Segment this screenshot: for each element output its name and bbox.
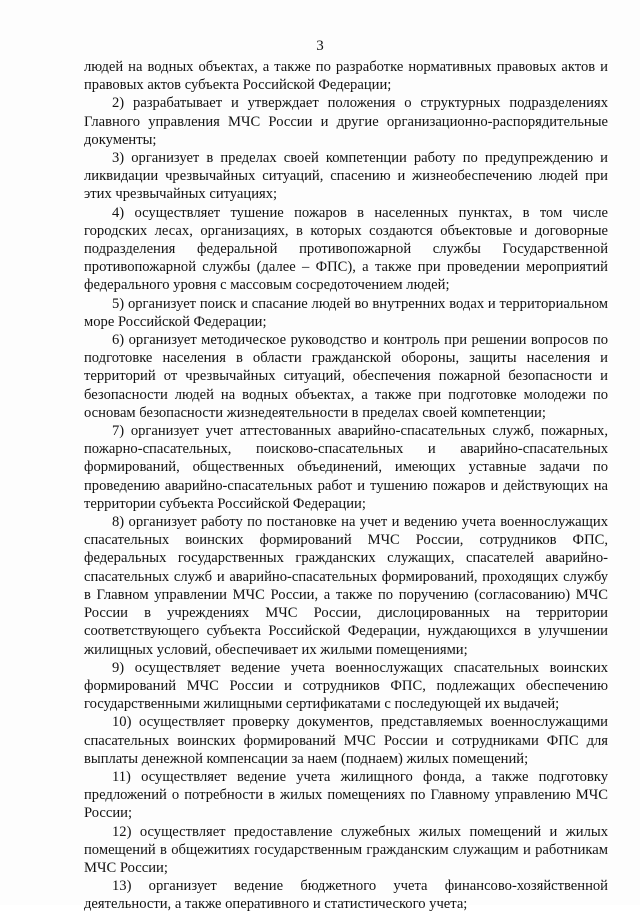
paragraph-item-7: 7) организует учет аттестованных аварийно-спасательных служб, пожарных, пожарно-спасательных, поисково-спасательных и аварийно-спасательных формирований, общественных объединений, имеющих уставные задачи по проведению аварийно-спасательных работ и тушению пожаров и действующих на территории субъекта Российской Федерации; — [84, 423, 608, 512]
paragraph-item-2: 2) разрабатывает и утверждает положения о структурных подразделениях Главного управления МЧС России и другие организационно-распорядительные документы; — [84, 95, 608, 148]
paragraph-item-5: 5) организует поиск и спасание людей во внутренних водах и территориальном море Российской Федерации; — [84, 295, 608, 330]
paragraph-item-3: 3) организует в пределах своей компетенции работу по предупреждению и ликвидации чрезвычайных ситуаций, спасению и жизнеобеспечению людей при этих чрезвычайных ситуациях; — [84, 150, 608, 203]
paragraph-continuation: людей на водных объектах, а также по разработке нормативных правовых актов и правовых актов субъекта Российской Федерации; — [84, 59, 608, 94]
paragraph-item-9: 9) осуществляет ведение учета военнослужащих спасательных воинских формирований МЧС России и сотрудников ФПС, подлежащих обеспечению государственными жилищными сертификатами с последующей их выдачей; — [84, 659, 608, 713]
paragraph-item-10: 10) осуществляет проверку документов, представляемых военнослужащими спасательных воинских формирований МЧС России и сотрудниками ФПС для выплаты денежной компенсации за наем (поднаем) жилых помещений; — [84, 714, 608, 767]
paragraph-item-12: 12) осуществляет предоставление служебных жилых помещений и жилых помещений в общежитиях государственным гражданским служащим и работникам МЧС России; — [84, 823, 608, 876]
document-body — [84, 58, 608, 914]
paragraph-item-6: 6) организует методическое руководство и контроль при решении вопросов по подготовке населения в области гражданской обороны, защиты населения и территорий от чрезвычайных ситуаций, обеспечения пожарной безопасности и безопасности людей на водных объектах, а также при подготовке молодежи по основам безопасности жизнедеятельности в пределах своей компетенции; — [84, 332, 608, 421]
paragraph-item-13: 13) организует ведение бюджетного учета финансово-хозяйственной деятельности, а также оперативного и статистического учета; — [84, 878, 608, 913]
paragraph-item-8: 8) организует работу по постановке на учет и ведению учета военнослужащих спасательных воинских формирований МЧС России, сотрудников ФПС, федеральных государственных гражданских служащих, спасателей аварийно-спасательных служб и аварийно-спасательных формирований, проходящих службу в Главном управлении МЧС России, а также по поручению (согласованию) МЧС России в учреждениях МЧС России, дислоцированных на территории соответствующего субъекта Российской Федерации, нуждающихся в улучшении жилищных условий, обеспечивает их жилыми помещениями; — [84, 514, 608, 658]
paragraph-item-11: 11) осуществляет ведение учета жилищного фонда, а также подготовку предложений о потребности в жилых помещениях по Главному управлению МЧС России; — [84, 768, 608, 822]
page-number: 3 — [316, 38, 324, 54]
paragraph-item-4: 4) осуществляет тушение пожаров в населенных пунктах, в том числе городских лесах, организациях, в которых создаются объектовые и договорные подразделения федеральной противопожарной службы Государственной противопожарной службы (далее – ФПС), а также при проведении мероприятий федерального уровня с массовым сосредоточением людей; — [84, 204, 608, 294]
